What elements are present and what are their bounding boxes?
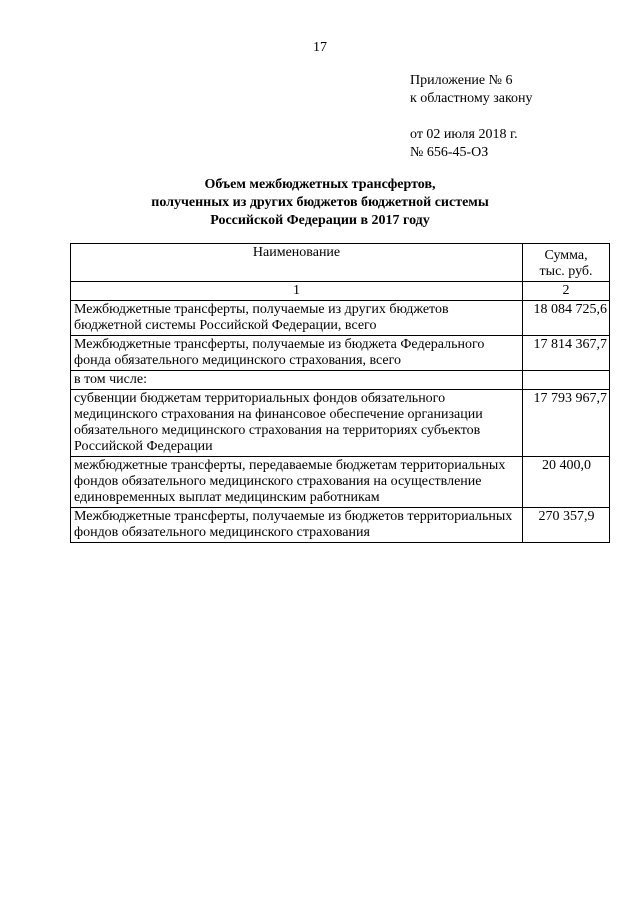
row-name: Межбюджетные трансферты, получаемые из бюджетов территориальных фондов обязательного медицинского страхования (71, 508, 523, 543)
appendix-line-3: от 02 июля 2018 г. (410, 127, 518, 142)
row-name: межбюджетные трансферты, передаваемые бюджетам территориальных фондов обязательного медицинского страхования на осуществление единовременных выплат медицинским работникам (71, 457, 523, 508)
table-row (71, 457, 610, 508)
row-sum: 17 793 967,7 (523, 390, 610, 457)
table-row (71, 336, 610, 371)
appendix-block (410, 72, 533, 162)
column-number-1: 1 (71, 282, 523, 301)
appendix-line-2: к областному закону (410, 91, 533, 106)
column-number-row (71, 282, 610, 301)
row-sum (523, 371, 610, 390)
row-sum: 18 084 725,6 (523, 301, 610, 336)
table-row (71, 390, 610, 457)
title-line-1: Объем межбюджетных трансфертов, (204, 177, 436, 192)
column-header-name: Наименование (71, 244, 523, 282)
column-header-sum (523, 244, 610, 282)
appendix-line-1: Приложение № 6 (410, 73, 513, 88)
column-number-2: 2 (523, 282, 610, 301)
row-sum: 17 814 367,7 (523, 336, 610, 371)
page-number: 17 (313, 40, 327, 55)
document-title (0, 176, 640, 230)
title-line-2: полученных из других бюджетов бюджетной системы (151, 195, 489, 210)
row-name: субвенции бюджетам территориальных фондов обязательного медицинского страхования на финансовое обеспечение организации обязательного медицинского страхования на территориях субъектов Российской Федерации (71, 390, 523, 457)
transfers-table (70, 243, 610, 543)
column-header-sum-line-1: Сумма, (544, 248, 588, 263)
row-name: Межбюджетные трансферты, получаемые из других бюджетов бюджетной системы Российской Федерации, всего (71, 301, 523, 336)
table-row (71, 301, 610, 336)
row-sum: 270 357,9 (523, 508, 610, 543)
row-name: в том числе: (71, 371, 523, 390)
row-name: Межбюджетные трансферты, получаемые из бюджета Федерального фонда обязательного медицинского страхования, всего (71, 336, 523, 371)
column-header-sum-line-2: тыс. руб. (539, 264, 593, 279)
table-row (71, 371, 610, 390)
table-header-row (71, 244, 610, 282)
table-row (71, 508, 610, 543)
appendix-spacer (410, 108, 533, 126)
appendix-line-4: № 656-45-ОЗ (410, 145, 489, 160)
title-line-3: Российской Федерации в 2017 году (210, 213, 430, 228)
row-sum: 20 400,0 (523, 457, 610, 508)
